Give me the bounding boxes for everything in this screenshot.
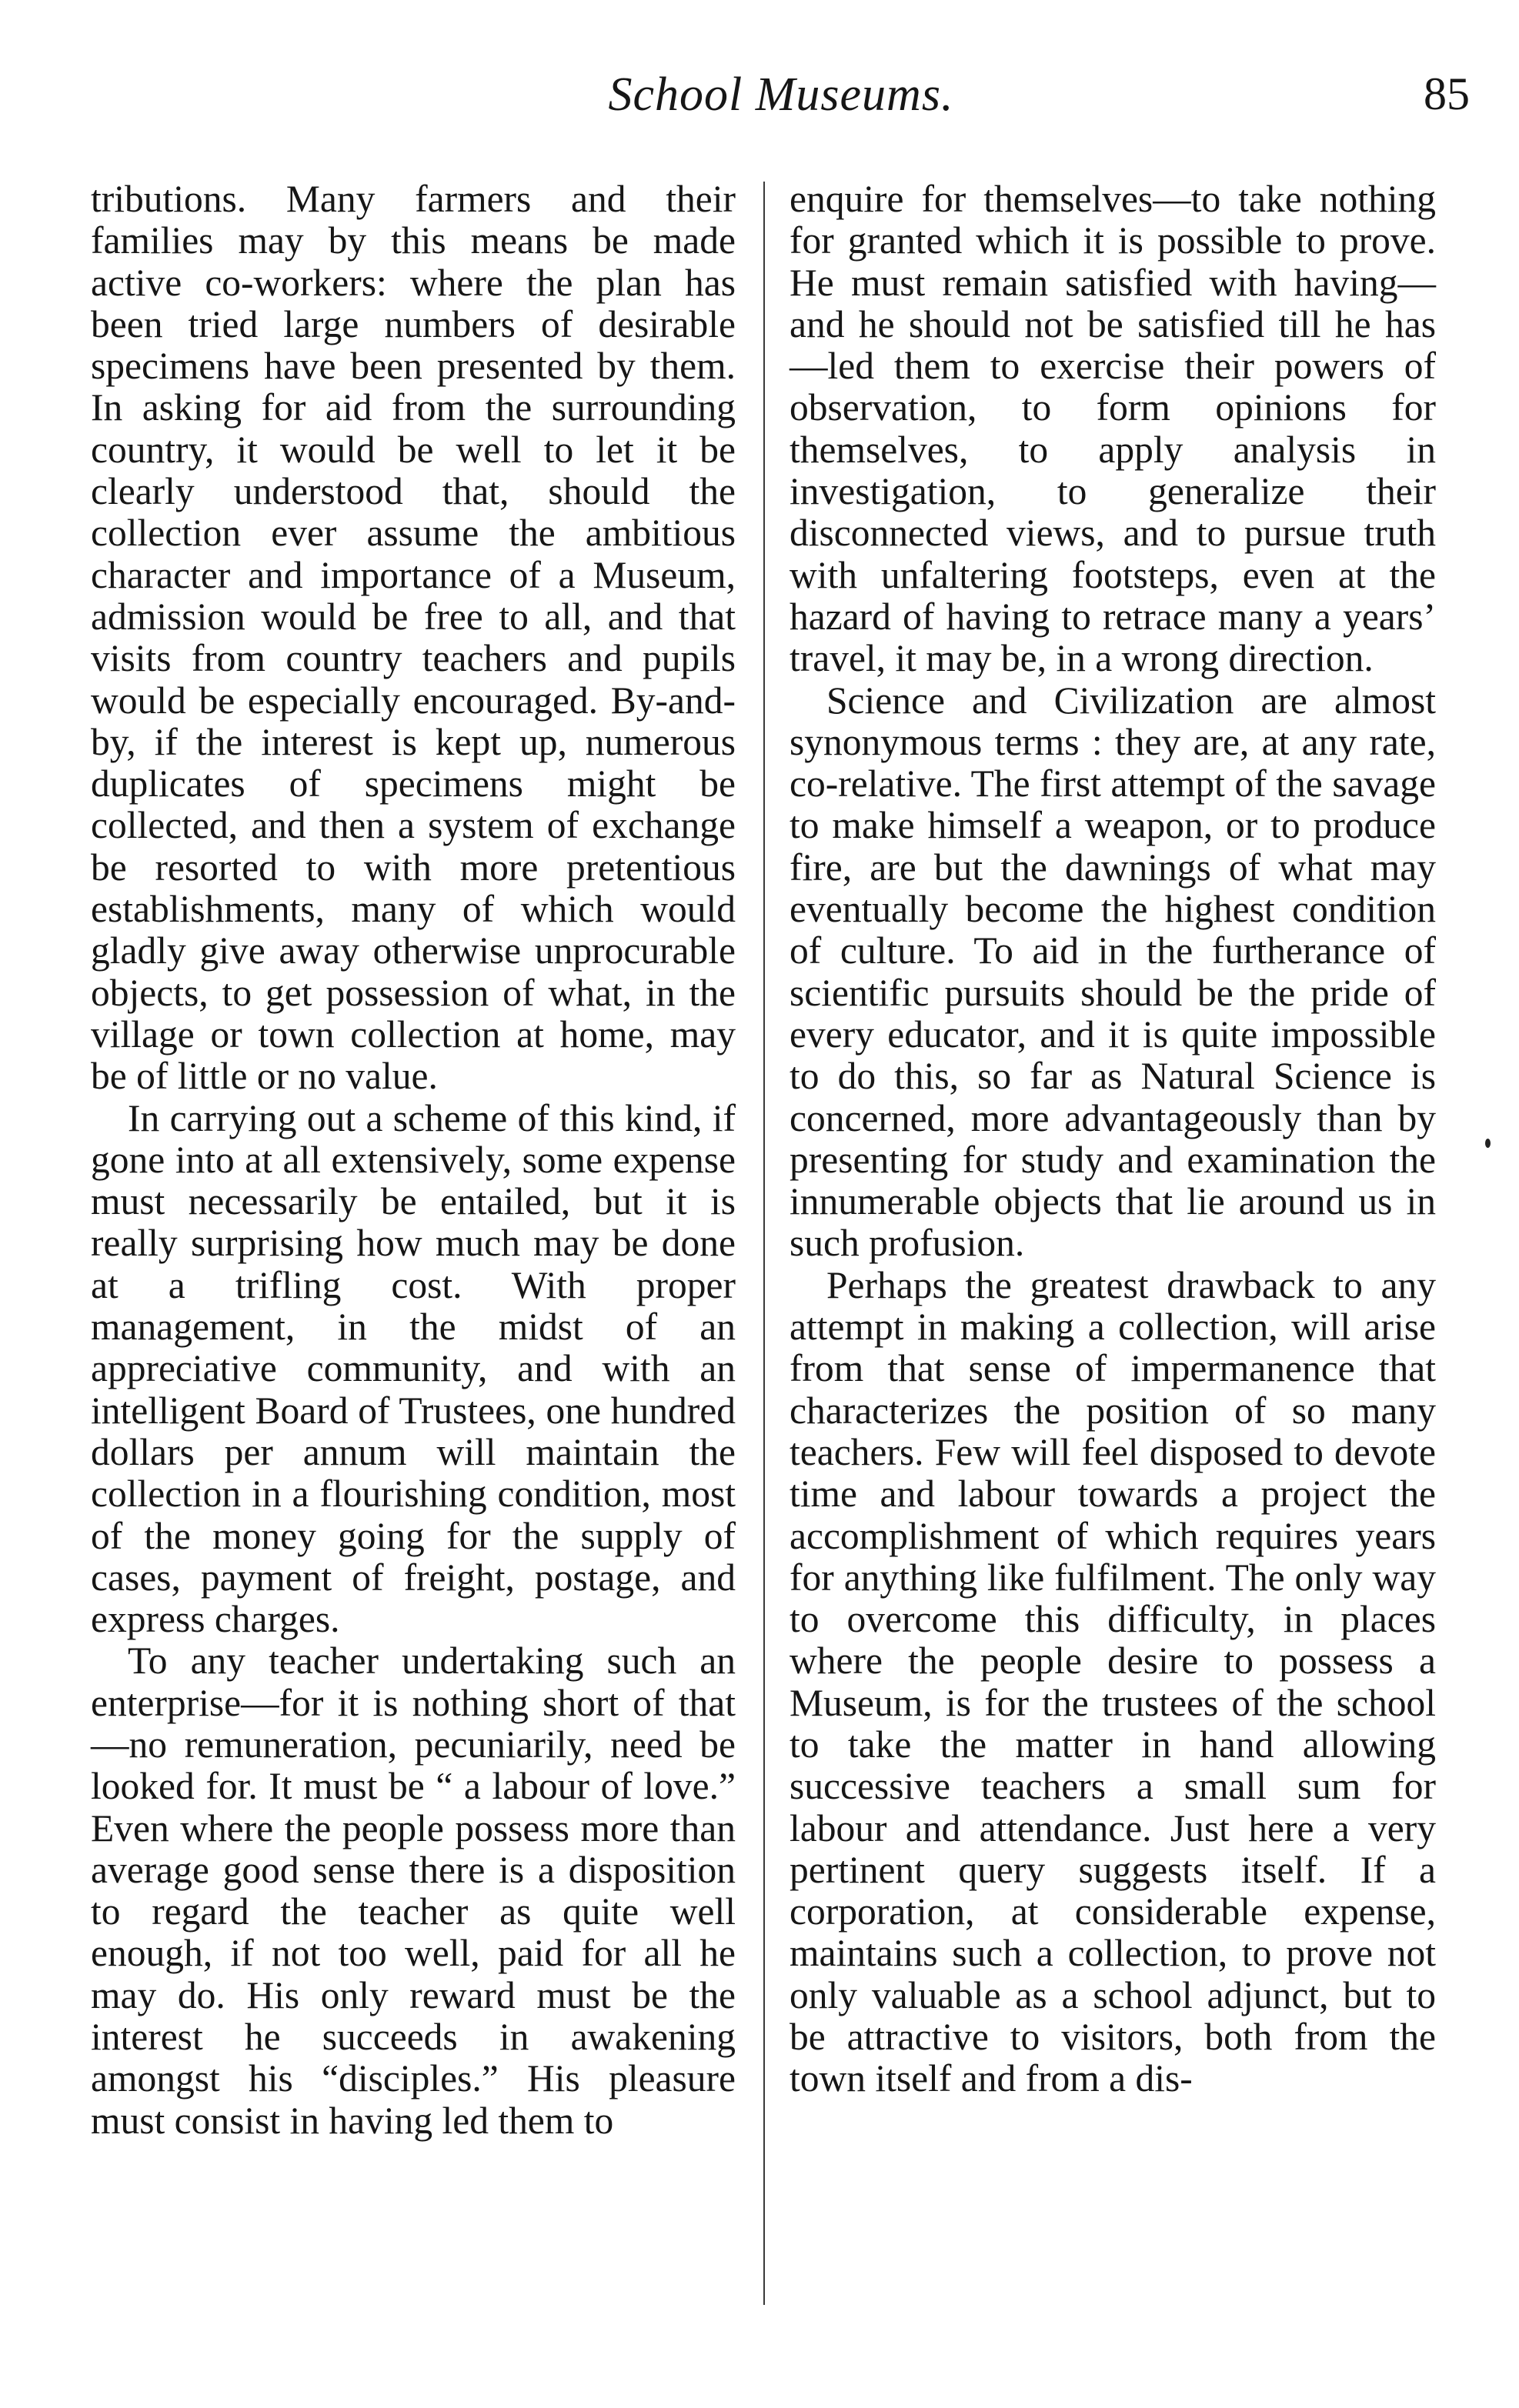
paragraph: tributions. Many farmers and their families may by this means be made active co-workers: where the plan has been tried large numbers of desirable specimens have been presented by them. In asking for aid from the surrounding country, it would be well to let it be clearly understood that, should the collection ever assume the ambitious character and importance of a Museum, admission would be free to all, and that visits from country teachers and pupils would be especially encouraged. By-and-by, if the interest is kept up, numerous duplicates of specimens might be collected, and then a system of exchange be resorted to with more pretentious establishments, many of which would gladly give away otherwise unprocurable objects, to get possession of what, in the village or town collection at home, may be of little or no value.	[91, 178, 736, 1098]
paragraph: In carrying out a scheme of this kind, if gone into at all extensively, some expense must necessarily be entailed, but it is really surprising how much may be done at a trifling cost. With proper management, in the midst of an appreciative community, and with an intelligent Board of Trustees, one hundred dollars per annum will maintain the collection in a flourishing condition, most of the money going for the supply of cases, payment of freight, postage, and express charges.	[91, 1096, 736, 1641]
paragraph: Perhaps the greatest drawback to any attempt in making a collection, will arise from that sense of impermanence that characterizes the position of so many teachers. Few will feel disposed to devote time and labour towards a project the accomplishment of which requires years for anything like fulfilment. The only way to overcome this difficulty, in places where the people desire to possess a Museum, is for the trustees of the school to take the matter in hand allowing successive teachers a small sum for labour and attendance. Just here a very pertinent query suggests itself. If a corporation, at considerable expense, maintains such a collection, to prove not only valuable as a school adjunct, but to be attractive to visitors, both from the town itself and from a dis-	[790, 1263, 1436, 2100]
left-column	[91, 178, 736, 2142]
running-title: School Museums.	[608, 68, 954, 121]
page-number: 85	[1424, 68, 1470, 119]
right-column	[790, 178, 1436, 2100]
column-divider	[763, 182, 765, 2305]
running-head	[92, 68, 1470, 137]
paragraph: To any teacher undertaking such an enterprise—for it is nothing short of that—no remuneration, pecuniarily, need be looked for. It must be “ a labour of love.” Even where the people possess more than average good sense there is a disposition to regard the teacher as quite well enough, if not too well, paid for all he may do. His only reward must be the interest he succeeds in awakening amongst his “disciples.” His pleasure must consist in having led them to	[91, 1639, 736, 2142]
ink-speck	[1485, 1139, 1491, 1148]
paragraph: Science and Civilization are almost synonymous terms : they are, at any rate, co-relative. The first attempt of the savage to make himself a weapon, or to produce fire, are but the dawnings of what may eventually become the highest condition of culture. To aid in the furtherance of scientific pursuits should be the pride of every educator, and it is quite impossible to do this, so far as Natural Science is concerned, more advantageously than by presenting for study and examination the innumerable objects that lie around us in such profusion.	[790, 679, 1436, 1265]
paragraph: enquire for themselves—to take nothing for granted which it is possible to prove. He must remain satisfied with having—and he should not be satisfied till he has—led them to exercise their powers of observation, to form opinions for themselves, to apply analysis in investigation, to generalize their disconnected views, and to pursue truth with unfaltering footsteps, even at the hazard of having to retrace many a years’ travel, it may be, in a wrong direction.	[790, 178, 1436, 680]
